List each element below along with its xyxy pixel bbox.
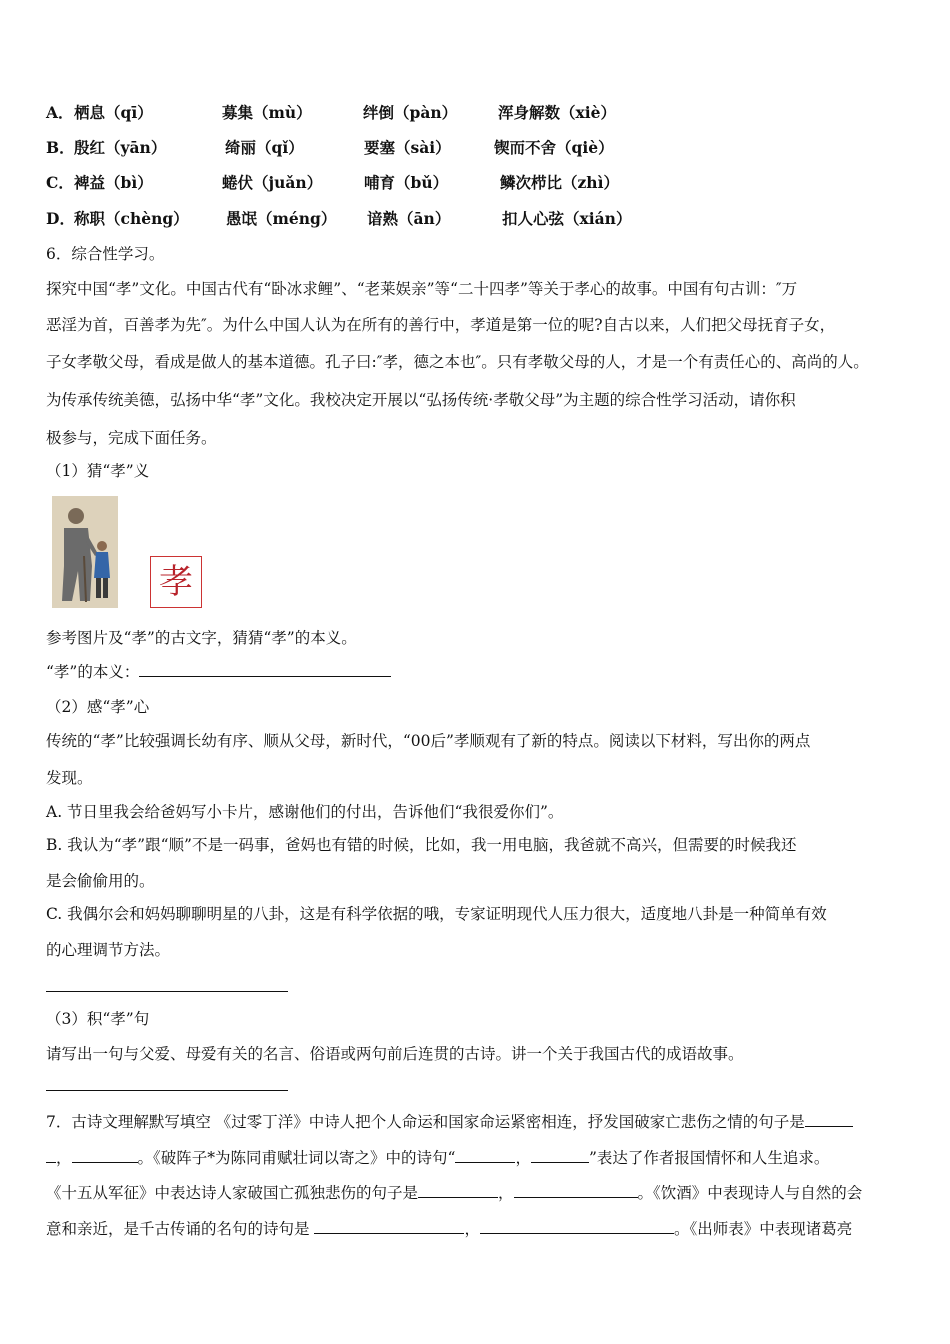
option-b-item-2: 绮丽（qǐ） — [225, 138, 304, 157]
option-a-item-4: 浑身解数（xiè） — [498, 103, 616, 122]
q7-line-4-text-b: ， — [464, 1220, 480, 1238]
ancient-xiao-seal — [150, 556, 202, 608]
q7-line-2-text-b: 。《破阵子*为陈同甫赋壮词以寄之》中的诗句“ — [137, 1149, 456, 1167]
q7-line-1-text: 7．古诗文理解默写填空 《过零丁洋》中诗人把个人命运和国家命运紧密相连，抒发国破家亡悲伤之情的句子是 — [46, 1113, 805, 1131]
answer-blank[interactable] — [314, 1219, 464, 1234]
q7-line-3-text-c: 。《饮酒》中表现诗人与自然的会 — [637, 1184, 863, 1202]
option-d-item-4: 扣人心弦（xián） — [502, 209, 632, 228]
answer-blank[interactable] — [480, 1219, 674, 1234]
q6-intro-line-4: 为传承传统美德，弘扬中华“孝”文化。我校决定开展以“弘扬传统·孝敬父母”为主题的综合性学习活动，请你积 — [46, 391, 796, 409]
q6-intro-line-3: 子女孝敬父母，看成是做人的基本道德。孔子曰:″孝，德之本也″。只有孝敬父母的人，才是一个有责任心的、高尚的人。 — [46, 353, 869, 371]
q7-line-4 — [46, 1219, 852, 1239]
option-b-item-1: 殷红（yān） — [74, 138, 167, 157]
q6-material-c-line-1: C. 我偶尔会和妈妈聊聊明星的八卦，这是有科学依据的哦，专家证明现代人压力很大，适度地八卦是一种简单有效 — [46, 905, 827, 923]
option-c-item-1: 裨益（bì） — [74, 173, 153, 192]
q6-part2-title: （2）感“孝”心 — [46, 698, 150, 716]
q6-material-c-line-2: 的心理调节方法。 — [46, 941, 171, 959]
answer-blank[interactable] — [46, 1148, 56, 1163]
option-c-item-2: 蜷伏（juǎn） — [222, 173, 323, 192]
option-c-item-4: 鳞次栉比（zhì） — [500, 173, 619, 192]
q6-intro-line-1: 探究中国“孝”文化。中国古代有“卧冰求鲤”、“老莱娱亲”等“二十四孝”等关于孝心的故事。中国有句古训：″万 — [46, 280, 798, 298]
q6-part1-title: （1）猜“孝”义 — [46, 462, 150, 480]
answer-blank[interactable] — [72, 1148, 138, 1163]
q7-line-2-text-d: ”表达了作者报国情怀和人生追求。 — [588, 1149, 830, 1167]
question-6-title: 6．综合性学习。 — [46, 245, 165, 263]
option-d-label: D． — [46, 209, 75, 228]
answer-blank[interactable] — [514, 1183, 638, 1198]
q6-material-a: A. 节日里我会给爸妈写小卡片，感谢他们的付出，告诉他们“我很爱你们”。 — [46, 803, 564, 821]
q7-line-4-text-a: 意和亲近，是千古传诵的名句的诗句是 — [46, 1220, 315, 1238]
answer-blank[interactable] — [418, 1183, 498, 1198]
q6-part2-intro-line-1: 传统的“孝”比较强调长幼有序、顺从父母，新时代，“00后”孝顺观有了新的特点。阅读以下材料，写出你的两点 — [46, 732, 811, 750]
q7-line-2-text-a: ， — [56, 1149, 72, 1167]
seal-glyph: 孝 — [159, 562, 193, 602]
option-d-item-3: 谙熟（ān） — [367, 209, 451, 228]
option-b-label: B． — [46, 138, 75, 157]
option-a-label: A． — [46, 103, 74, 122]
q6-intro-line-5: 极参与，完成下面任务。 — [46, 429, 217, 447]
option-a-item-3: 绊倒（pàn） — [363, 103, 458, 122]
q7-line-2 — [46, 1148, 829, 1168]
option-b-item-3: 要塞（sài） — [364, 138, 451, 157]
option-d-item-1: 称职（chèng） — [74, 209, 189, 228]
q6-part3-title: （3）积“孝”句 — [46, 1010, 150, 1028]
answer-blank[interactable] — [455, 1148, 515, 1163]
option-c-item-3: 哺育（bǔ） — [364, 173, 449, 192]
option-a-item-2: 募集（mù） — [222, 103, 312, 122]
q6-part1-answer-label: “孝”的本义： — [46, 663, 140, 681]
q7-line-3 — [46, 1183, 862, 1203]
q7-line-3-text-b: ， — [498, 1184, 514, 1202]
answer-blank[interactable] — [805, 1112, 853, 1127]
q6-part1-answer — [46, 662, 391, 682]
q6-part2-intro-line-2: 发现。 — [46, 769, 93, 787]
option-b-item-4: 锲而不舍（qiè） — [494, 138, 614, 157]
answer-blank[interactable] — [139, 662, 391, 677]
option-d-item-2: 愚氓（méng） — [226, 209, 337, 228]
q7-line-1 — [46, 1112, 853, 1132]
answer-line[interactable] — [46, 991, 288, 992]
q7-line-3-text-a: 《十五从军征》中表达诗人家破国亡孤独悲伤的句子是 — [46, 1184, 419, 1202]
option-c-label: C． — [46, 173, 74, 192]
elder-and-child-illustration — [52, 496, 118, 608]
answer-line[interactable] — [46, 1090, 288, 1091]
elder-and-child-drawing — [52, 496, 118, 608]
option-a-item-1: 栖息（qī） — [74, 103, 153, 122]
q6-part1-prompt: 参考图片及“孝”的古文字，猜猜“孝”的本义。 — [46, 629, 357, 647]
answer-blank[interactable] — [531, 1148, 589, 1163]
q6-part3-prompt: 请写出一句与父爱、母爱有关的名言、俗语或两句前后连贯的古诗。讲一个关于我国古代的成语故事。 — [46, 1045, 744, 1063]
q6-intro-line-2: 恶淫为首，百善孝为先″。为什么中国人认为在所有的善行中，孝道是第一位的呢?自古以来，人们把父母抚育子女， — [46, 316, 836, 334]
q6-material-b-line-2: 是会偷偷用的。 — [46, 872, 155, 890]
q6-material-b-line-1: B. 我认为“孝”跟“顺”不是一码事，爸妈也有错的时候，比如，我一用电脑，我爸就不高兴，但需要的时候我还 — [46, 836, 797, 854]
q7-line-2-text-c: ， — [515, 1149, 531, 1167]
q7-line-4-text-c: 。《出师表》中表现诸葛亮 — [673, 1220, 853, 1238]
